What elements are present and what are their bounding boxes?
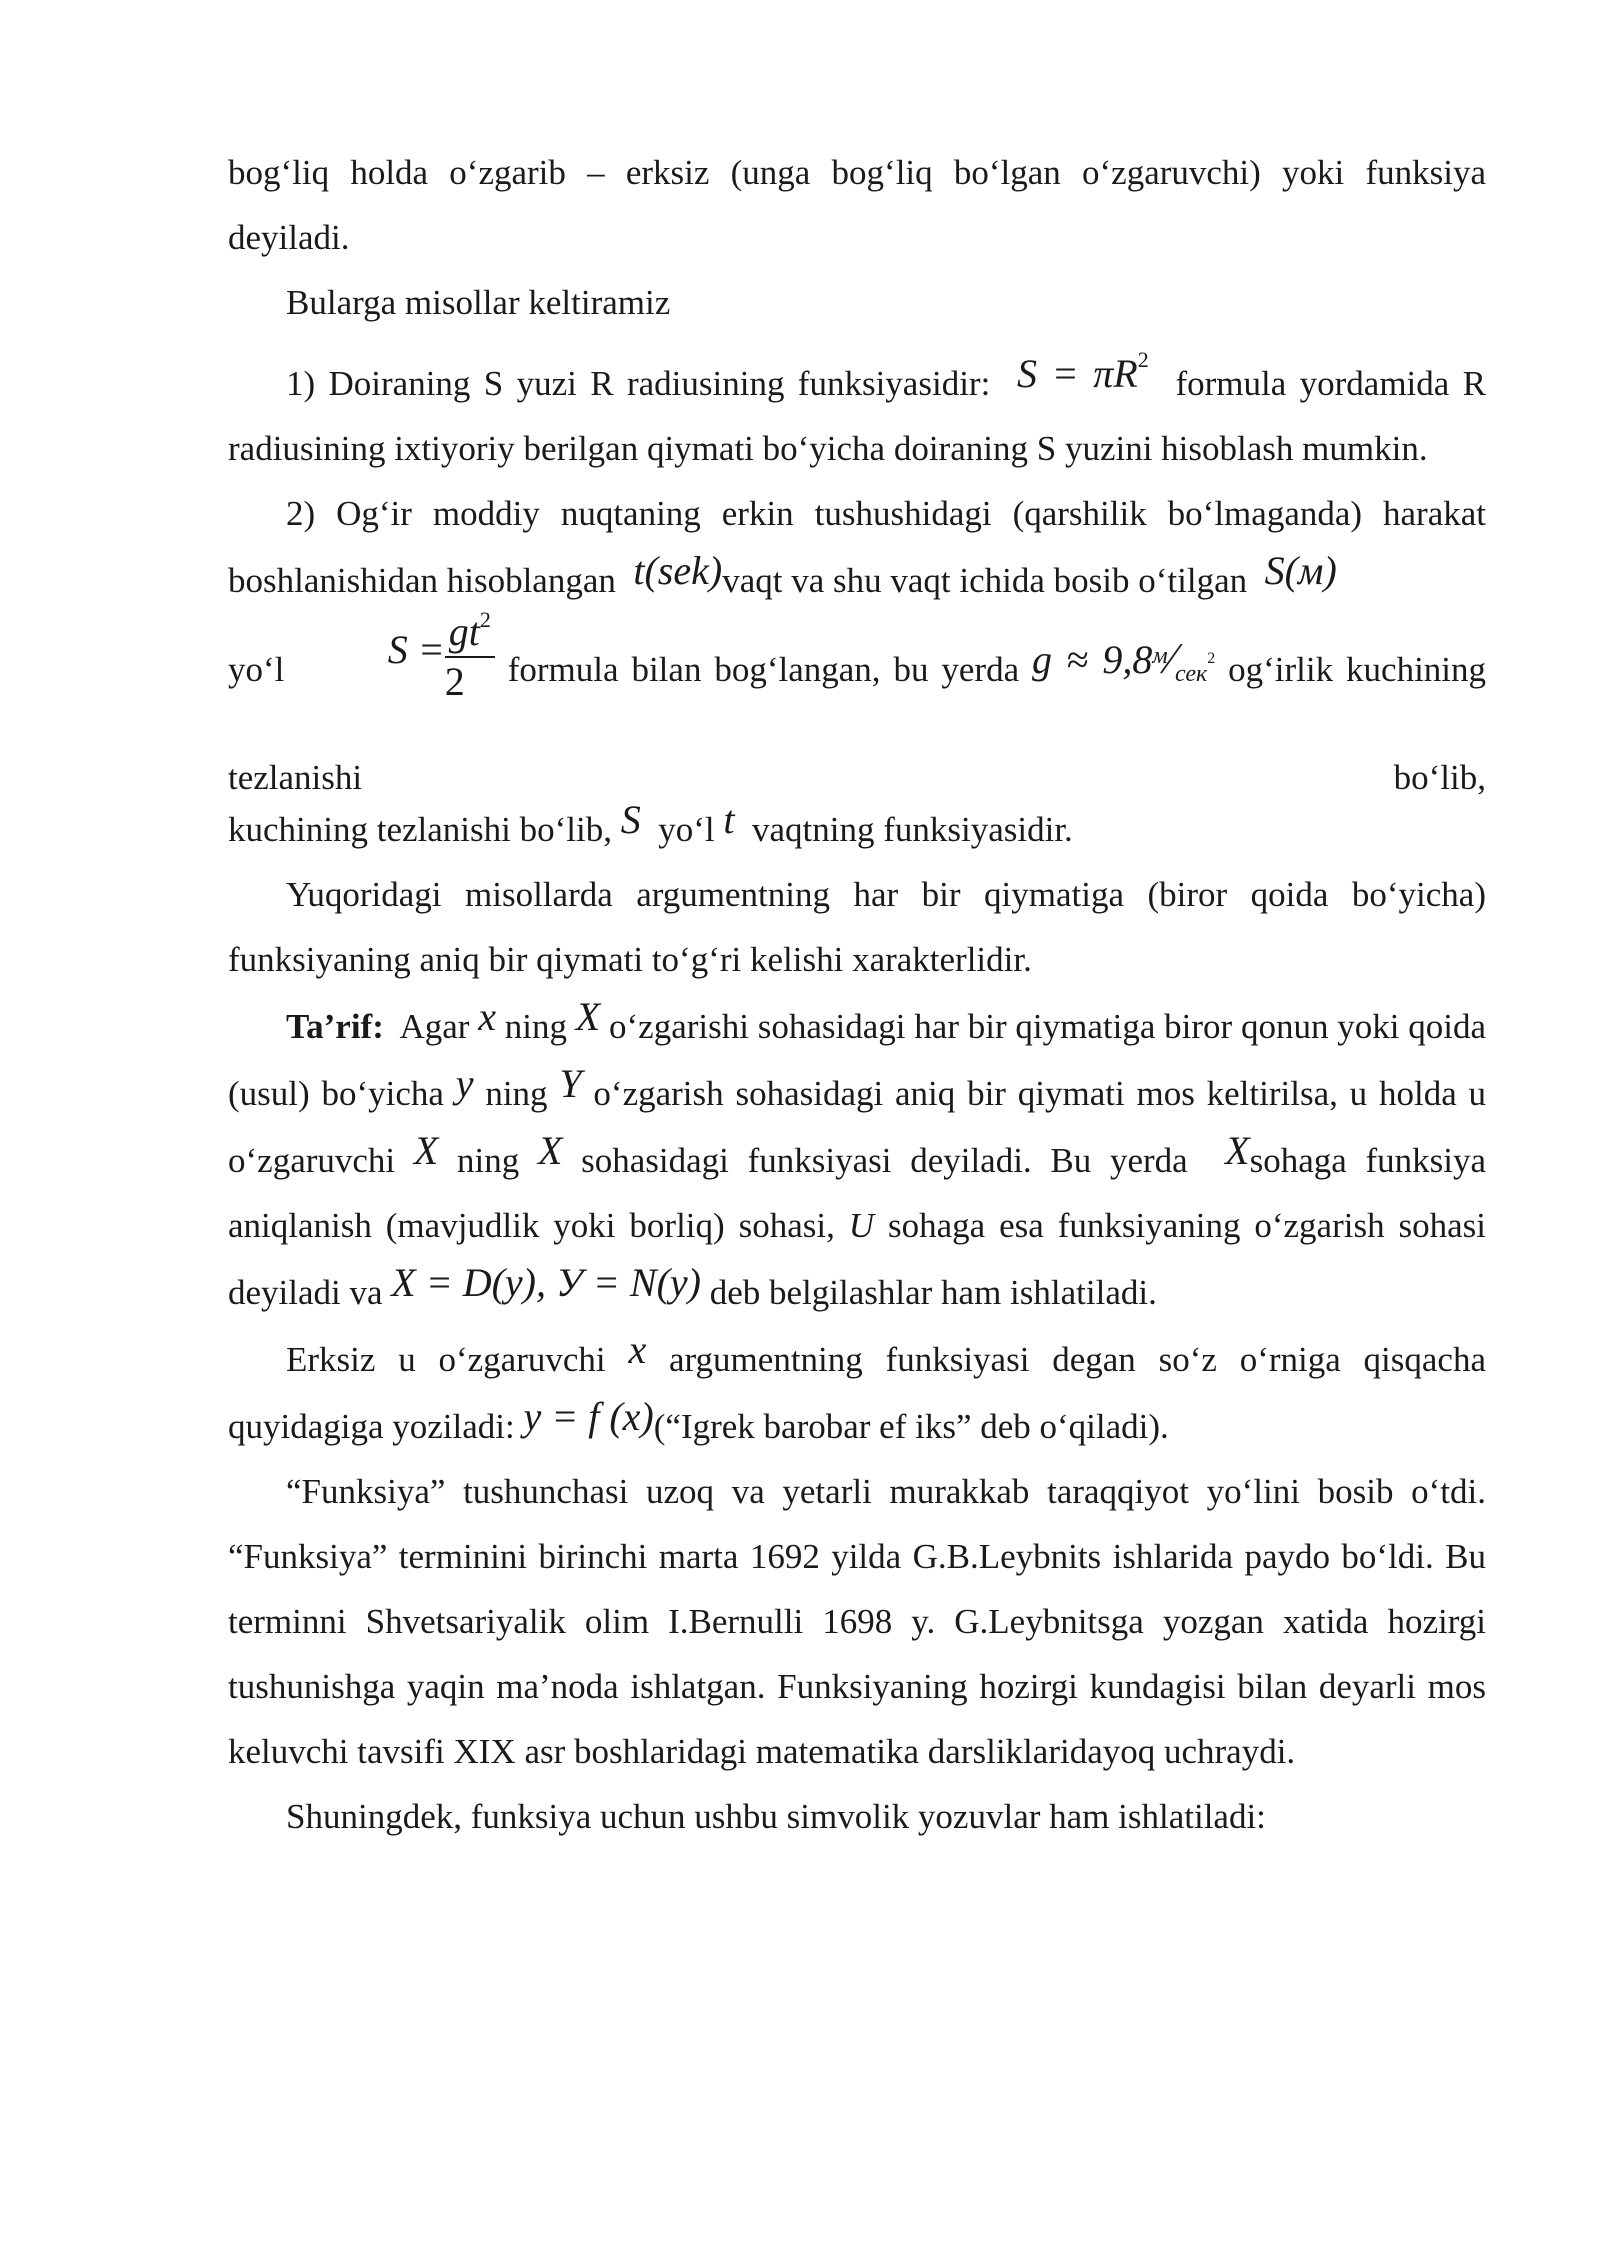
text-span: vaqtning funksiyasidir.	[751, 810, 1073, 849]
paragraph-4	[228, 481, 1486, 613]
formula-free-fall: S = $\frac{gt^2}{2}$	[388, 618, 495, 728]
formula-distance: S(м)	[1264, 548, 1337, 593]
var-x: x	[478, 994, 496, 1039]
var-y: y	[455, 1061, 474, 1106]
var-x: x	[628, 1327, 647, 1372]
paragraph-1: bog‘liq holda o‘zgarib – erksiz (unga bog‘liq bo‘lgan o‘zgaruvchi) yoki funksiya deyiladi.	[228, 153, 1486, 257]
var-Y: Y	[559, 1061, 582, 1106]
text-span: vaqt va shu vaqt ichida bosib o‘tilgan	[722, 561, 1248, 600]
var-X: X	[413, 1128, 439, 1173]
paragraph-3	[228, 335, 1486, 481]
text-span: yo‘l	[658, 810, 715, 849]
formula-t: t	[723, 797, 735, 842]
var-X: X	[1225, 1128, 1250, 1173]
var-X: X	[575, 994, 601, 1039]
paragraph-2: Bularga misollar keltiramiz	[286, 283, 671, 322]
paragraph-6: Ta’rif: Agar x ning X o‘zgarishi sohasidagi har bir qiymatiga biror qonun yoki qoida (usul) bo‘yicha y ning Y o‘zgarish sohasidagi aniq bir qiymati mos keltirilsa, u holda u o‘zgaruvchi X ning X sohasidagi funksiyasi deyiladi. Bu yerda Xsohaga funksiya aniqlanish (mavjudlik yoki borliq) sohasi, U sohaga esa funksiyaning o‘zgarish sohasi deyiladi va X = D(y), У = N(y) deb belgilashlar ham ishlatiladi.	[228, 994, 1487, 1312]
var-X: X	[537, 1128, 563, 1173]
formula-y-fx: y = f (x)	[523, 1394, 654, 1439]
text-span: og‘irlik kuchining tezlanishi bo‘lib,	[228, 650, 1487, 797]
formula-domain-range: X = D(y), У = N(y)	[391, 1260, 701, 1305]
document-page	[228, 140, 1486, 1849]
definition-label: Ta’rif:	[286, 1007, 384, 1046]
text-span: 1) Doiraning S yuzi R radiusining funksiyasidir:	[286, 364, 991, 403]
text-span: yo‘l	[228, 650, 285, 689]
text-span: formula yordamida R radiusining ixtiyoriy berilgan qiymati bo‘yicha doiraning S yuzini hisoblash mumkin.	[228, 364, 1487, 468]
formula-s: S	[620, 797, 641, 842]
var-U: U	[848, 1206, 875, 1245]
paragraph-4-cont	[228, 606, 1487, 825]
text-span: 2) Og‘ir moddiy nuqtaning erkin tushushidagi (qarshilik bo‘lmaganda) harakat boshlanishidan hisoblangan	[228, 494, 1486, 600]
paragraph-8: “Funksiya” tushunchasi uzoq va yetarli murakkab taraqqiyot yo‘lini bosib o‘tdi. “Funksiya” terminini birinchi marta 1692 yilda G.B.Leybnits ishlarida paydo bo‘ldi. Bu terminni Shvetsariyalik olim I.Bernulli 1698 y. G.Leybnitsga yozgan xatida hozirgi tushunishga yaqin ma’noda ishlatgan. Funksiyaning hozirgi kundagisi bilan deyarli mos keluvchi tavsifi XIX asr boshlaridagi matematika darsliklaridayoq uchraydi.	[228, 1472, 1486, 1771]
formula-gravity: $g \approx 9,8^м⁄_{сек}^2$	[1032, 634, 1216, 687]
formula-time: t(sek)	[633, 548, 723, 593]
paragraph-7: Erksiz u o‘zgaruvchi x argumentning funksiyasi degan so‘z o‘rniga qisqacha quyidagiga yoziladi: y = f (x)(“Igrek barobar ef iks” deb o‘qiladi).	[228, 1327, 1487, 1446]
formula-circle-area: $S = \pi R^2$	[1017, 347, 1149, 396]
paragraph-9: Shuningdek, funksiya uchun ushbu simvolik yozuvlar ham ishlatiladi:	[286, 1797, 1266, 1836]
paragraph-5: Yuqoridagi misollarda argumentning har bir qiymatiga (biror qoida bo‘yicha) funksiyaning aniq bir qiymati to‘g‘ri kelishi xarakterlidir.	[228, 875, 1486, 979]
paragraph-4-end: kuchining tezlanishi bo‘lib, S yo‘l t vaqtning funksiyasidir.	[228, 797, 1073, 849]
text-span: formula bilan bog‘langan, bu yerda	[507, 650, 1020, 689]
